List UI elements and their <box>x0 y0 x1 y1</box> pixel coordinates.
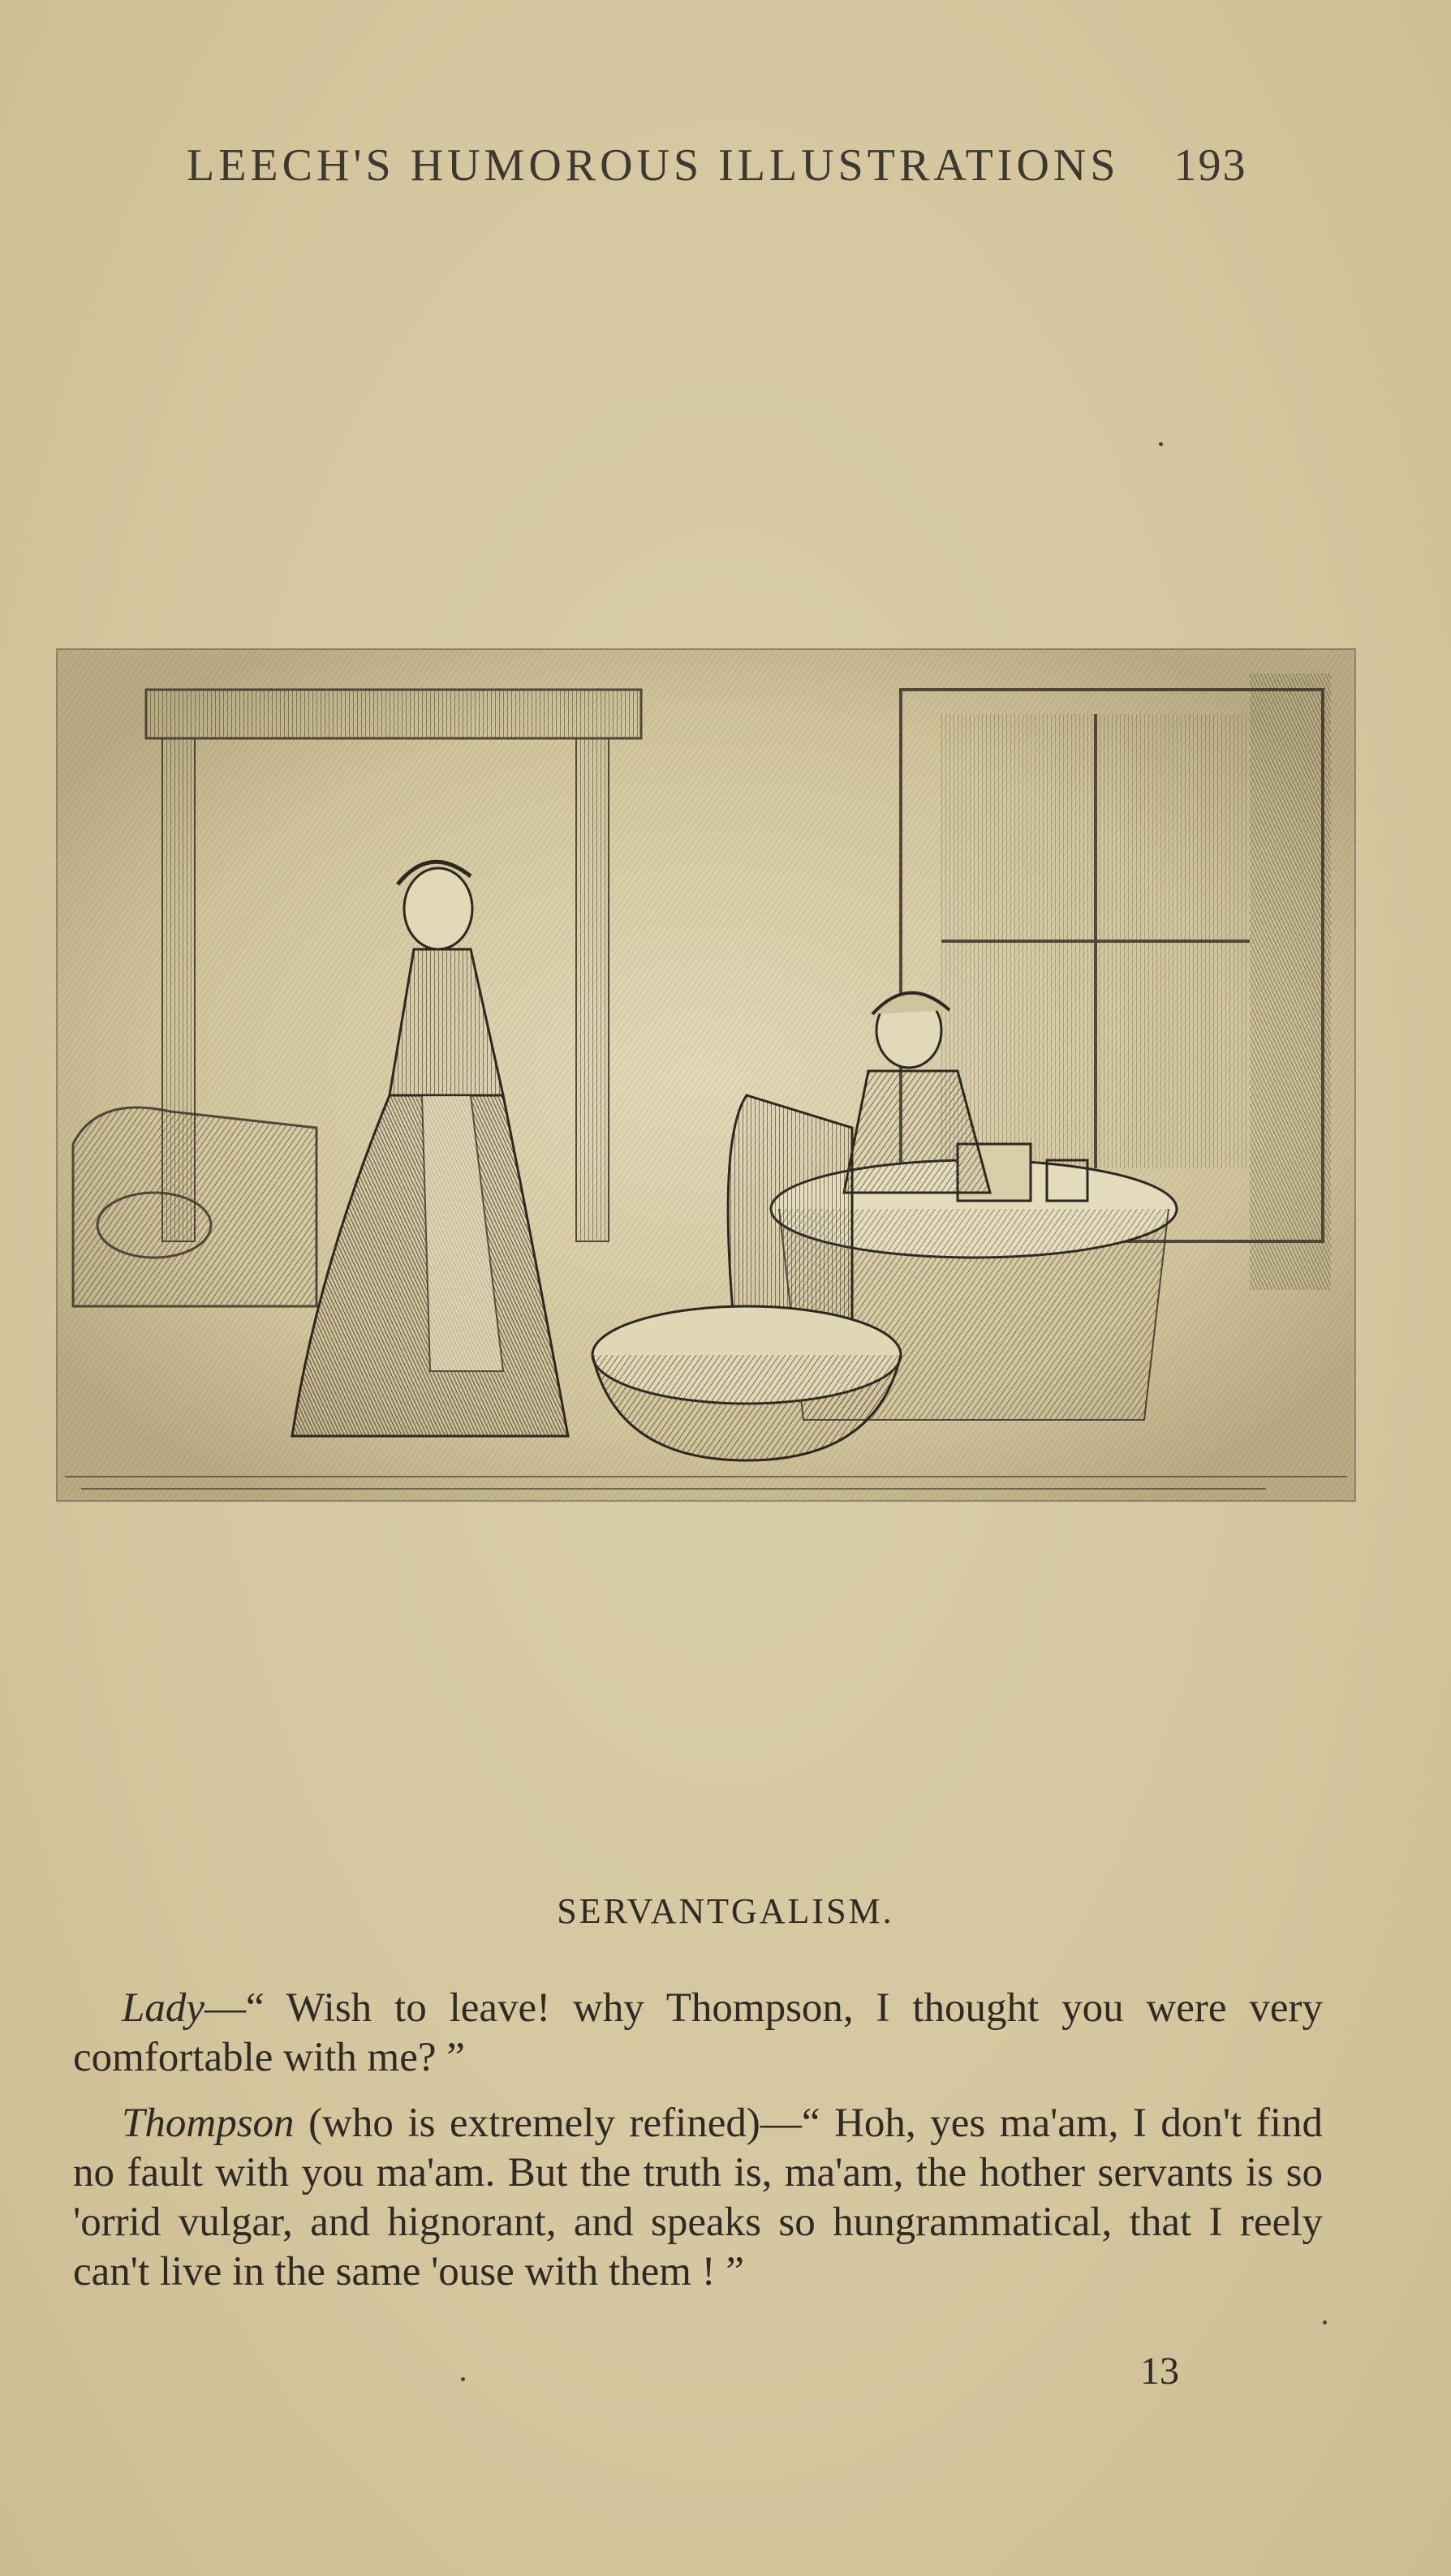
engraving-svg <box>49 641 1363 1509</box>
engraving-illustration <box>49 641 1363 1509</box>
paper-speck <box>1323 2320 1327 2324</box>
page-number: 193 <box>1173 140 1247 191</box>
dialogue-paragraph-lady <box>73 1984 1323 2083</box>
caption-title: SERVANTGALISM. <box>557 1891 894 1931</box>
speech-lady: —“ Wish to leave! why Thompson, I thought you were very comfortable with me? ” <box>73 1985 1323 2080</box>
running-head <box>187 140 1323 191</box>
speech-thompson: (who is extremely refined)—“ Hoh, yes ma'am, I don't find no fault with you ma'am. But the truth is, ma'am, the hother servants is so 'orrid vulgar, and hignorant, and speaks so hungrammatical, that I reely can't live in the same 'ouse with them ! ” <box>73 2101 1323 2294</box>
paper-speck <box>1159 442 1163 446</box>
signature-mark: 13 <box>1140 2350 1179 2393</box>
dialogue-paragraph-thompson <box>73 2099 1323 2297</box>
sofa <box>73 1107 316 1306</box>
paper-speck <box>461 2377 465 2381</box>
speaker-lady: Lady <box>122 1985 205 2031</box>
speaker-thompson: Thompson <box>122 2101 295 2146</box>
running-title: LEECH'S HUMOROUS ILLUSTRATIONS <box>187 140 1120 191</box>
dialogue-text <box>73 1984 1323 2313</box>
